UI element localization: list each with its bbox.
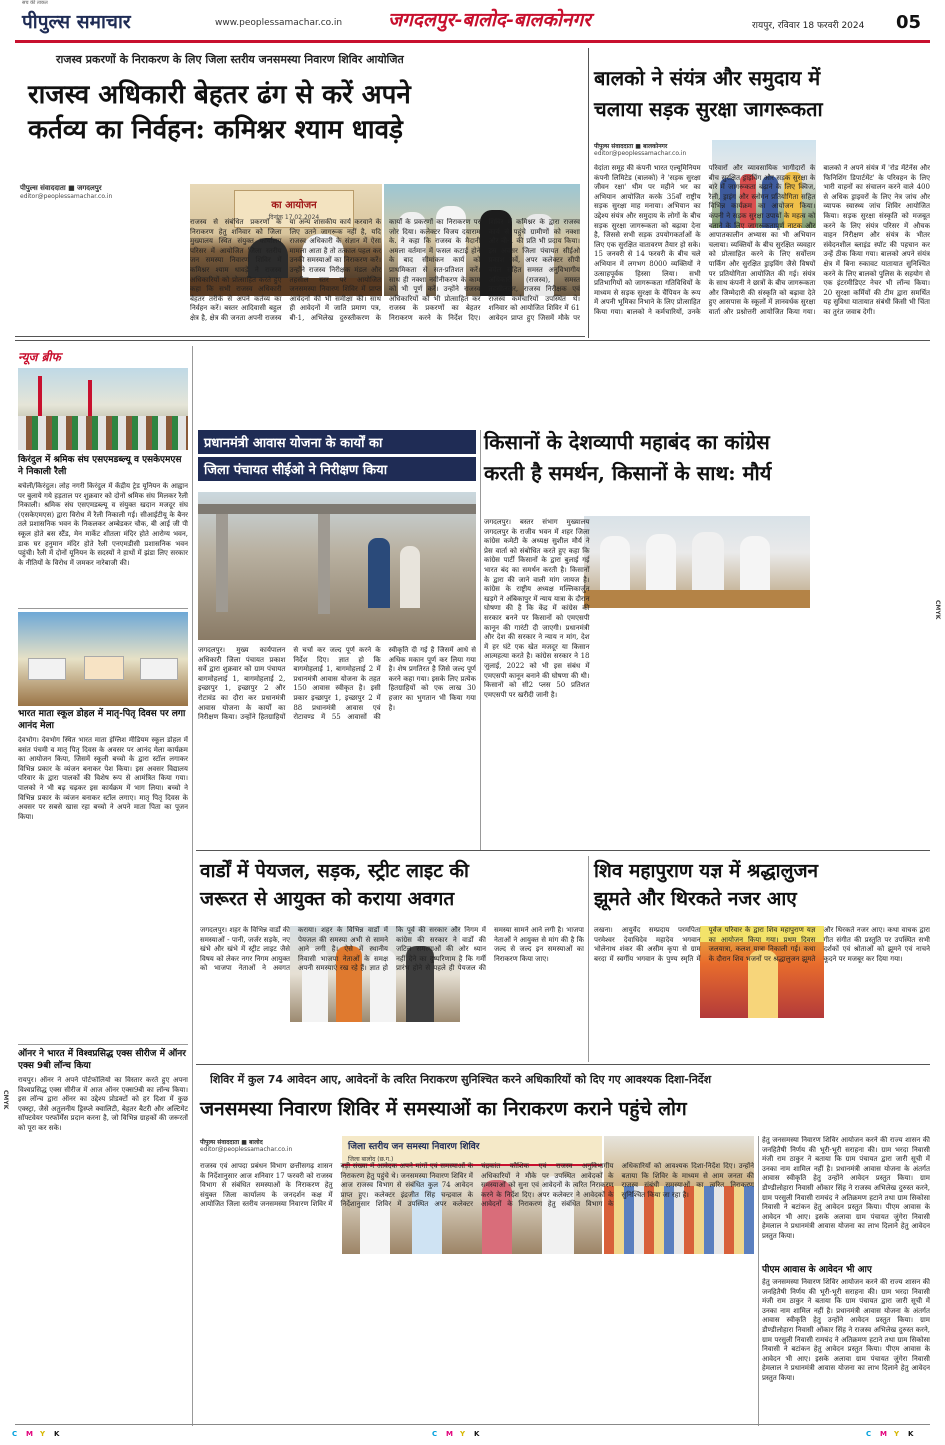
- story3-headline: [198, 430, 476, 490]
- stall-2: [84, 656, 124, 680]
- story7-byline: पीपुल्स संवाददाता ■ बालोद editor@peoplessamachar.co.in: [200, 1138, 340, 1153]
- story1-banner-text: का आयोजन: [271, 200, 317, 211]
- story4-headline-line1: किसानों के देशव्यापी महाबंद का कांग्रेस: [484, 430, 770, 454]
- brief1-body: बचेली/किरंदुल। लोह नगरी किरंदुल में केंद्रीय ट्रेड यूनियन के आह्वान पर बुलाये गये हड़ताल पर शुक्रवार को दोनों श्रमिक संघ मिलकर रैली निकाली। श्रमिक संघ एसएमडब्ल्यू व संयुक्त खदान मजदूर संघ (एसकेएमएस) द्वारा विरोध में रैली निकाली गई। सीआईटीयू के बैनर तले प्रशासनिक भवन के निकलकर अम्बेडकर चौक, बी आई जी पी स्कूल होते बस स्टैंड, मेन मार्केट शीतला मंदिर होते आरोग्य भवन, डाक घर हनुमान मंदिर होते रैली एनएमडीसी प्रशासनिक भवन पहुंची। रैली में दोनों यूनियन के सदस्यों ने हाथों में झंडा लिए सरकार के नीतियों के विरोध में जमकर नारेबाजी की।: [18, 482, 188, 567]
- reg-strip-right: [866, 1430, 936, 1442]
- story2-headline-line1: बालको ने संयंत्र और समुदाय में: [594, 66, 821, 90]
- story7-side-body2: हेतु जनसमस्या निवारण शिविर आयोजन करने की राज्य शासन की जनहितैषी निर्णय की भूरी-भूरी सराहना की। ग्राम भरदा निवासी मंजी राम ठाकुर ने बताया कि ग्राम पंचायत द्वारा जारी सूची में उनका नाम शामिल नहीं है। प्रधानमंत्री आवास योजना के अंतर्गत आवास स्वीकृति हेतु उन्होंने आवेदन प्रस्तुत किया। ग्राम डौण्डीलोहारा निवासी ओंकार सिंह ने राजस्व अभिलेख दुरुस्त करने, ग्राम परसुली निवासी रामचंद ने अतिक्रमण हटाने तथा ग्राम सिकोसा निवासी ने बटांकन हेतु आवेदन प्रस्तुत किया। पीएम आवास के आवेदन भी आए। इसके अलावा ग्राम पंचायत जुंगेरा निवासी हेमलाल ने प्रधानमंत्री आवास योजना का लाभ दिलाने हेतु आवेदन प्रस्तुत किया।: [762, 1278, 930, 1382]
- story1-headline-line2: कर्तव्य का निर्वहन: कमिश्नर श्याम धावड़े: [28, 115, 403, 146]
- story3-headline-line1: प्रधानमंत्री आवास योजना के कार्यों का: [198, 430, 476, 454]
- page-number: 05: [896, 12, 922, 33]
- place-date: रायपुर, रविवार 18 फरवरी 2024: [752, 21, 865, 31]
- story1-byline: पीपुल्स संवाददाता ■ जगदलपुर editor@peoplessamachar.co.in: [20, 184, 192, 200]
- story7-kicker: शिविर में कुल 74 आवेदन आए, आवेदनों के त्वरित निराकरण सुनिश्चित करने अधिकारियों को दिए गए आवश्यक दिशा-निर्देश: [210, 1073, 712, 1086]
- story2-reporter: पीपुल्स संवाददाता: [594, 143, 634, 150]
- reg-c-2: C: [432, 1430, 438, 1438]
- reg-strip-center: [432, 1430, 512, 1442]
- logo-text: पीपुल्स समाचार: [22, 11, 131, 33]
- logo-tagline: सच की ताकत: [22, 0, 48, 6]
- story7-headline: जनसमस्या निवारण शिविर में समस्याओं का निराकरण कराने पहुंचे लोग: [200, 1098, 687, 1120]
- reg-y-3: Y: [894, 1430, 900, 1438]
- reg-m-3: M: [880, 1430, 887, 1438]
- story7-body: राजस्व एवं आपदा प्रबंधन विभाग छत्तीसगढ़ शासन के निर्देशानुसार आज शनिवार 17 फरवरी को राजस्व विभाग से संबंधित समस्याओं के निराकरण हेतु संयुक्त जिला कार्यालय के जनदर्शन कक्ष में आयोजित जिला स्तरीय जनसमस्या निवारण शिविर में बड़ी संख्या में आवेदक अपने मांगों एवं समस्याओं के निराकरण हेतु पहुंचे थे। जनसमस्या निवारण शिविर में आज राजस्व विभाग से संबंधित कुल 74 आवेदन प्राप्त हुए। कलेक्टर इंद्रजीत सिंह चन्द्रवाल के निर्देशानुसार शिविर में उपस्थित अपर कलेक्टर चंद्रकांत कौशिक एवं राजस्व अनुविभागीय अधिकारियों ने मौके पर उपस्थित आवेदकों के समस्याओं को सुना एवं आवेदनों के त्वरित निराकरण करने के निर्देश दिए। अपर कलेक्टर ने आवेदकों के आवेदनों के निराकरण हेतु संबंधित विभाग के अधिकारियों को आवश्यक दिशा-निर्देश दिए। उन्होंने बताया कि शिविर के माध्यम से आम जनता की राजस्व संबंधी समस्याओं का त्वरित निराकरण सुनिश्चित किया जा रहा है।: [200, 1162, 754, 1209]
- story5-headline: [200, 862, 580, 910]
- story3-body: जगदलपुर। मुख्य कार्यपालन अधिकारी जिला पंचायत प्रकाश सर्वे द्वारा शुक्रवार को ग्राम पंचायत बागमोहलाई 1, बागमोहलाई 2, इच्छापुर 1, इच्छापुर 2 और रोटावंड का दौरा कर प्रधानमंत्री आवास योजना के कार्यों का निरीक्षण किया। उन्होंने हितग्राहियों से चर्चा कर जल्द पूर्ण करने के निर्देश दिए। ज्ञात हो कि बागमोहलाई 1, बागमोहलाई 2 में प्रधानमंत्री आवास योजना के तहत 150 आवास स्वीकृत है। इसी प्रकार इच्छापुर 1, इच्छापुर 2 में 88 प्रधानमंत्री आवास एवं रोटावण्ड में 55 आवासों की स्वीकृति दी गई है जिसमें आधे से अधिक मकान पूर्ण कर लिया गया है। शेष प्रगतिरत है जिसे जल्द पूर्ण करने कहा गया। इसके लिए प्रत्येक हितग्राहियों को एक लाख 30 हजार का भुगतान भी किया गया है।: [198, 646, 476, 722]
- section-title: जगदलपुर-बालोद-बालकोनगर: [388, 9, 591, 31]
- story6-headline-line2: झूमते और थिरकते नजर आए: [594, 887, 797, 910]
- story3-photo: [198, 492, 476, 640]
- cmyk-side-left: CMYK: [2, 1090, 9, 1110]
- story2-body: वेदांता समूह की कंपनी भारत एल्यूमिनियम कंपनी लिमिटेड (बालको) ने 'सड़क सुरक्षा जीवन रक्षा' थीम पर महीने भर का अभियान आयोजित करके 35वाँ राष्ट्रीय सड़क सुरक्षा माह मनाया। अभियान का उद्देश्य संयंत्र और समुदाय के लोगों के बीच सड़क सुरक्षा जागरूकता को बढ़ावा देना है, जिससे सभी सड़क उपयोगकर्ताओं के लिए एक सुरक्षित वातावरण तैयार हो सके। 15 जनवरी से 14 फरवरी के बीच चले अभियान में लगभग 8000 व्यक्तियों ने उत्साहपूर्वक हिस्सा लिया। सभी प्रतिभागियों को जागरूकता गतिविधियों के माध्यम से सड़क सुरक्षा के चैंपियन के रूप में अपनी भूमिका निभाने के लिए प्रोत्साहित किया गया। बालको ने कर्मचारियों, उनके परिवारों और व्यावसायिक भागीदारों के बीच सुरक्षित ड्राइविंग और सड़क सुरक्षा के बारे में जागरूकता बढ़ाने के लिए क्विज, रैली, ड्राइंग और स्लोगन प्रतियोगिता सहित विभिन्न कार्यक्रम का आयोजन किया। कंपनी ने सड़क सुरक्षा उपायों के महत्व को बताने के लिए जागरूकतापूर्ण नाटक और आपातकालीन अभ्यास का भी अभियान चलाया। व्यक्तियों के बीच सुरक्षित व्यवहार को प्रोत्साहित करने के लिए सर्वोत्तम पार्किंग और सुरक्षित ड्राइविंग जैसे विषयों पर प्रतियोगिता आयोजित की गई। संयंत्र के साथ कंपनी ने छात्रों के बीच जागरूकता और जिम्मेदारी की संस्कृति को बढ़ावा देते हुए आसपास के स्कूलों में ज्ञानवर्धक सुरक्षा वार्ता और प्रश्नोत्तरी आयोजित किया गया। बालको ने अपने संयंत्र में 'रोड मेंटेनेंस और फिनिशिंग डिपार्टमेंट' के परिवहन के लिए भारी वाहनों का संचालन करने वाले 400 से अधिक ड्राइवरों के लिए नेत्र जांच और व्यापक स्वास्थ्य जांच शिविर आयोजित किया। सड़क सुरक्षा संस्कृति को मजबूत करने के लिए संयंत्र परिसर में औचक वाहन निरीक्षण और संयंत्र के भीतर संवेदनशील ब्लाइंड स्पॉट की पहचान कर उन्हें ठीक किया गया। बालको अपने संयंत्र क्षेत्र में बिना रुकावट यातायात सुनिश्चित करने के लिए बालको पुलिस के सहयोग से एक इंटरमीडिएट नेचर भी लॉन्च किया। 20 सुरक्षा कर्मियों की टीम द्वारा समर्थित यह सुविधा यातायात संबंधी किसी भी चिंता का तुरंत जवाब देगी।: [594, 164, 930, 316]
- reg-strip-left: [12, 1430, 92, 1442]
- story6-body: लखना। आयुर्वेद सम्प्रदाय परमपिता परमेश्वर देवाधिदेव महादेव भगवान भोलेनाथ शंकर की असीम कृपा से ग्राम बरदा में स्वर्गीय भगवान के पुण्य स्मृति में पूर्वज परिवार के द्वारा शिव महापुराण यज्ञ का आयोजन किया गया। प्रथम दिवस जलयात्रा, कलश यात्रा निकाली गई। कथा के दौरान शिव भजनों पर श्रद्धालुजन झूमते और थिरकते नजर आए। कथा वाचक द्वारा गीत संगीत की प्रस्तुति पर उपस्थित सभी दर्शकों एवं श्रोताओं को झूमने एवं नाचने कूदने पर मजबूर कर दिया गया।: [594, 926, 930, 963]
- reg-c-3: C: [866, 1430, 872, 1438]
- stall-3: [140, 658, 178, 680]
- reg-k: K: [54, 1430, 60, 1438]
- reg-y-2: Y: [460, 1430, 466, 1438]
- story1-headline: [28, 82, 588, 145]
- stall-1: [28, 658, 66, 680]
- story5-headline-line1: वार्डों में पेयजल, सड़क, स्ट्रीट लाइट की: [200, 860, 469, 882]
- brief3-body: रायपुर। ऑनर ने अपने पोर्टफोलियो का विस्तार करते हुए अपना विश्वप्रसिद्ध एक्स सीरीज में आज ऑनर एक्स9बी का लॉन्च किया। इस लॉन्च द्वारा ऑनर का उद्देश्य प्रोडक्टों को हर दिशा में कुछ एक्स्ट्रा, जैसे अतुलनीय ड्रिस्प्ले क्वालिटी, बेहतर बैटरी और अल्टिमेट सॉफ्टवेयर परफॉर्मेंस प्रदान करना है, जो विभिन्न ग्राहकों की जरूरतों को पूरा कर सके।: [18, 1076, 188, 1132]
- masthead-rule: [15, 40, 930, 43]
- story1-dateline: जगदलपुर: [77, 184, 102, 192]
- cmyk-side-right: CMYK: [934, 600, 941, 620]
- story4-body: जगदलपुर। बस्तर संभाग मुख्यालय जगदलपुर के राजीव भवन में शहर जिला कांग्रेस कमेटी के अध्यक्ष सुशील मौर्य ने प्रेस वार्ता को संबोधित करते हुए कहा कि कांग्रेस पार्टी किसानों के द्वारा बुलाई गई भारत बंद का समर्थन करती है। किसानों के द्वारा की जाने वाली मांग जायज है। कांग्रेस के राष्ट्रीय अध्यक्ष मल्लिकार्जुन खड़गे ने अंबिकापुर में न्याय यात्रा के दौरान घोषणा की है कि केंद्र में कांग्रेस की सरकार बनने पर किसानों को एमएसपी कानून की गारंटी दी जाएगी। प्रधानमंत्री और देश की सरकार ने न्याय न मांग, देश में हर घंटे एक खेत मजदूर या किसान आत्महत्या करते है। कांग्रेस सरकार ने 18 जुलाई, 2022 को भी इस संबंध में एमएसपी कानून बनाने की घोषणा की थी। किसानों को सी2 प्लस 50 प्रतिशत एमएसपी पर खरीदी जानी है।: [484, 518, 590, 699]
- reg-c: C: [12, 1430, 18, 1438]
- story5-headline-line2: जरूरत से आयुक्त को कराया अवगत: [200, 887, 455, 910]
- rally-flag-1: [38, 376, 42, 416]
- story1-email: editor@peoplessamachar.co.in: [20, 193, 113, 200]
- story1-kicker: राजस्व प्रकरणों के निराकरण के लिए जिला स्तरीय जनसमस्या निवारण शिविर आयोजित: [56, 53, 404, 66]
- story1-reporter: पीपुल्स संवाददाता: [20, 184, 66, 192]
- story1-body: राजस्व से संबंधित प्रकरणों के निराकरण हेतु शनिवार को जिला मुख्यालय स्थित संयुक्त कार्यालय परिसर में आयोजित जिला स्तरीय जन समस्या निवारण शिविर में कमिश्नर श्याम धावड़े ने राजस्व अधिकारियों को प्रोत्साहित करते हुए कहा कि सभी राजस्व अधिकारी बेहतर तरीके से अपने कर्तव्य का निर्वहन करें। बस्तर आदिवासी बहुल क्षेत्र है, क्षेत्र की जनता अपनी राजस्व या अन्य शासकीय कार्य करवाने के लिए उतने जागरूक नहीं है, यदि राजस्व अधिकारी के संज्ञान में ऐसा मामला आता है तो तत्काल पहल कर उनकी समस्याओं का निराकरण करें। उन्होंने राजस्व निरीक्षक मंडल और तहसील स्तर पर आयोजित जनसमस्या निवारण शिविर में प्राप्त आवेदनों की भी समीक्षा की। साथ ही आवेदनों में जाति प्रमाण पत्र, बी-1, अभिलेख दुरुस्तीकरण के कार्यों के प्रकरणों का निराकरण पर जोर दिया। कलेक्टर विजय दयाराम के. ने कहा कि राजस्व के मैदानी अमला वर्तमान में फसल कटाई होने के बाद सीमांकन कार्य को प्राथमिकता से सत-प्रतिशत करें। साथ ही नक्शा नवीनीकरण के काम को भी पूर्ण करें। उन्होंने राजस्व अधिकारियों को भी प्रोत्साहित कर राजस्व के प्रकरणों का बेहतर निराकरण करने के निर्देश दिए। शिविर में कमिश्नर के द्वारा राजस्व कार्य से पहुंचे ग्रामीणों को नक्शा और बी-1 की प्रति भी प्रदाय किया। इस अवसर जिला पंचायत सीईओ प्रकाश सर्वे, अपर कलेक्टर सीपी बघेल सहित समस्त अनुविभागीय अधिकारी (राजस्व), समस्त तहसीलदार, राजस्व निरीक्षक एवं राजस्व कर्मचारियों उपस्थित थे। शनिवार को आयोजित शिविर में 61 आवेदन प्राप्त हुए जिसमें मौके पर: [190, 218, 580, 322]
- story5-body: जगदलपुर। शहर के विभिन्न वार्डों की समस्याओं - पानी, जर्जर सड़के, नए खंभे और खंभे में स्ट्रीट लाइट जैसे विषय को लेकर नगर निगम आयुक्त को भाजपा नेताओं ने अवगत कराया। शहर के विभिन्न वार्डों में पेयजल की समस्या अभी से सामने आने लगी है। ऐसे में स्थानीय निवासी भाजपा नेताओं के समक्ष अपनी समस्याएं रख रहे हैं। ज्ञात हो कि पूर्व की सरकार और निगम में कांग्रेस की सरकार ने वार्डों की जटिल समस्याओं की ओर ध्यान नहीं देने का दुष्परिणाम है कि गर्मी प्रारंभ होने से पहले ही पेयजल की समस्या सामने आने लगी है। भाजपा नेताओं ने आयुक्त से मांग की है कि जल्द से जल्द इन समस्याओं का निराकरण किया जाए।: [200, 926, 584, 973]
- ceo-figure: [368, 538, 390, 608]
- reg-k-2: K: [474, 1430, 480, 1438]
- footer-rule: [15, 1424, 930, 1425]
- story7-email: editor@peoplessamachar.co.in: [200, 1146, 293, 1153]
- brief-label-text: न्यूज ब्रीफ: [18, 350, 61, 364]
- construction-pillar-2: [318, 504, 330, 614]
- masthead: [0, 0, 945, 44]
- brief2-body: देवभोग। देवभोग स्थित भारत माता इंग्लिश मीडियम स्कूल डोहल में बसंत पंचमी व मातृ पितृ दिवस के अवसर पर आनंद मेला कार्यक्रम का आयोजन किया, जिसमें स्कूली बच्चो के द्वारा स्टॉल लगाकर विभिन्न प्रकार के व्यंजन बनाकर पेश किया। इस अवसर विद्यालय परिवार के द्वारा पालकों की विशेष रूप से आमंत्रित किया गया। पालको ने भी बढ़ चढ़कर इस कार्यक्रम में भाग लिया। बच्चो ने विभिन्न प्रकार के व्यंजन बनाकर स्टॉल लगाए। मातृ पितृ दिवस के अवसर पर सबसे खास रहा बच्चो ने अपने माता पिता का पूजन किया।: [18, 736, 188, 821]
- story6-headline: [594, 862, 930, 910]
- story7-banner-text: जिला स्तरीय जन समस्या निवारण शिविर: [348, 1142, 480, 1152]
- brief-label: [18, 346, 178, 364]
- story1-banner-date: दिनांक 17.02.2024: [268, 214, 320, 221]
- reg-y: Y: [40, 1430, 46, 1438]
- rally-crowd: [18, 416, 188, 450]
- brief3-title: ऑनर ने भारत में विश्वप्रसिद्ध एक्स सीरीज में ऑनर एक्स 9बी लॉन्च किया: [18, 1049, 186, 1071]
- story2-email: editor@peoplessamachar.co.in: [594, 150, 687, 157]
- masthead-logo: [22, 0, 172, 34]
- reg-k-3: K: [908, 1430, 914, 1438]
- story7-reporter: पीपुल्स संवाददाता: [200, 1139, 240, 1146]
- story6-headline-line1: शिव महापुराण यज्ञ में श्रद्धालुजन: [594, 860, 819, 882]
- reg-m: M: [26, 1430, 33, 1438]
- brief2-photo: [18, 612, 188, 706]
- worker-figure: [400, 546, 420, 608]
- story2-headline-line2: चलाया सड़क सुरक्षा जागरूकता: [594, 97, 823, 121]
- rally-flag-2: [88, 380, 92, 416]
- story7-side-title: पीएम आवास के आवेदन भी आए: [762, 1265, 872, 1275]
- brief1-photo: [18, 368, 188, 450]
- story2-dateline: बालकोनगर: [643, 143, 668, 150]
- story4-headline: [484, 432, 930, 484]
- construction-pillar-1: [216, 512, 228, 612]
- story2-byline: पीपुल्स संवाददाता ■ बालकोनगर editor@peoplessamachar.co.in: [594, 142, 714, 157]
- story3-headline-line2: जिला पंचायत सीईओ ने निरीक्षण किया: [198, 457, 476, 481]
- story7-dateline: बालोद: [249, 1139, 263, 1146]
- story1-headline-line1: राजस्व अधिकारी बेहतर ढंग से करें अपने: [28, 80, 411, 110]
- brief2-title: भारत माता स्कूल डोहल में मातृ-पितृ दिवस पर लगा आनंद मेला: [18, 709, 186, 731]
- brief1-title: किरंदुल में श्रमिक संघ एसएमडब्ल्यू व एसकेएमएस ने निकाली रैली: [18, 455, 182, 477]
- reg-m-2: M: [446, 1430, 453, 1438]
- story7-banner-sub: जिला बालोद (छ.ग.): [348, 1156, 394, 1163]
- masthead-url: www.peoplessamachar.co.in: [215, 18, 343, 28]
- story7-side-body: हेतु जनसमस्या निवारण शिविर आयोजन करने की राज्य शासन की जनहितैषी निर्णय की भूरी-भूरी सराहना की। ग्राम भरदा निवासी मंजी राम ठाकुर ने बताया कि ग्राम पंचायत द्वारा जारी सूची में उनका नाम शामिल नहीं है। प्रधानमंत्री आवास योजना के अंतर्गत आवास स्वीकृति हेतु उन्होंने आवेदन प्रस्तुत किया। ग्राम डौण्डीलोहारा निवासी ओंकार सिंह ने राजस्व अभिलेख दुरुस्त करने, ग्राम परसुली निवासी रामचंद ने अतिक्रमण हटाने तथा ग्राम सिकोसा निवासी ने बटांकन हेतु आवेदन प्रस्तुत किया। पीएम आवास के आवेदन भी आए। इसके अलावा ग्राम पंचायत जुंगेरा निवासी हेमलाल ने प्रधानमंत्री आवास योजना का लाभ दिलाने हेतु आवेदन प्रस्तुत किया।: [762, 1136, 930, 1240]
- story2-headline: [594, 68, 930, 120]
- construction-beam: [198, 504, 476, 514]
- story4-headline-line2: करती है समर्थन, किसानों के साथ: मौर्य: [484, 461, 772, 485]
